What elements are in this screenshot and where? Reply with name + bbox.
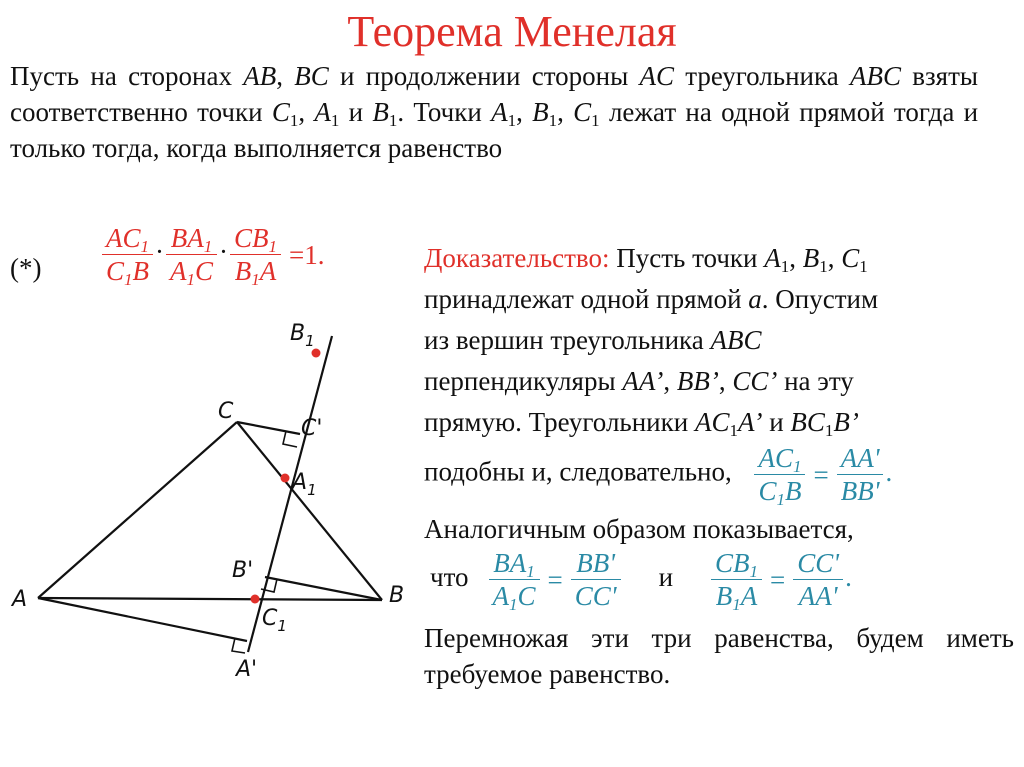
side-ac <box>38 422 237 598</box>
label-c1: $C_1$ <box>262 606 287 635</box>
label-a: A <box>12 587 28 612</box>
label-a1: $A_1$ <box>292 470 317 499</box>
label-c: C <box>218 399 234 424</box>
ratio-equation-3: $\frac{CB_1}{B_1A}$ = $\frac{CC'}{AA'}$ . <box>709 562 852 592</box>
page-title: Теорема Менелая <box>347 7 677 56</box>
point-c1 <box>251 595 260 604</box>
ratio-equation-1: $\frac{AC_1}{C_1B}$ = $\frac{AA'}{BB'}$ . <box>752 457 892 487</box>
proof-heading: Доказательство: <box>424 243 610 273</box>
formula-label: (*) <box>10 253 42 283</box>
fraction-ac1-c1b: $\frac{AC_1}{C_1B}$ <box>102 222 153 287</box>
label-bprime: B' <box>232 558 254 583</box>
perp-aa <box>38 598 247 641</box>
proof: Доказательство: Пусть точки $A_1$, $B_1$, $C_1$ принадлежат одной прямой a. Опустим из вершин треугольника ABC перпендикуляры AA’, BB’, CC’ на эту прямую. Треугольники $AC_1A$’ и $BC_1B$’ подобны и, следовательно, $\frac{AC_1}{C_1B}$ = $\frac{AA'}{BB'}$ . Аналогичным образом показывается, что $\frac{BA_1}{A_1C}$ = $\frac{BB'}{CC'}$ и $\frac{CB_1}{B_1A}$ = $\frac{CC'}{AA'}$ . Перемножая эти три равенства, будем иметь требуемое равенство. <box>424 240 1014 692</box>
points <box>251 349 321 604</box>
side-bc <box>237 422 382 600</box>
label-cprime: C' <box>301 416 323 441</box>
point-a1 <box>281 474 290 483</box>
fraction-ba1-a1c: $\frac{BA_1}{A_1C}$ <box>166 222 217 287</box>
menelaus-formula: $\frac{AC_1}{C_1B}$ · $\frac{BA_1}{A_1C}$ · $\frac{CB_1}{B_1A}$ =1. <box>100 222 331 287</box>
proof-conclusion: Перемножая эти три равенства, будем иметь требуемое равенство. <box>424 623 1014 689</box>
side-ab <box>38 598 382 600</box>
theorem-statement: Пусть на сторонах AB, BC и продолжении стороны AC треугольника ABC взяты соответственно точки $C_1$, $A_1$ и $B_1$. Точки $A_1$, $B_1$, $C_1$ лежат на одной прямой тогда и только тогда, когда выполняется равенство <box>10 61 979 163</box>
label-b1: $B_1$ <box>290 321 315 350</box>
perp-bb <box>265 577 382 600</box>
right-angle-b <box>261 579 277 592</box>
label-aprime: A' <box>236 657 258 682</box>
menelaus-figure <box>0 315 405 715</box>
ratio-equation-2: $\frac{BA_1}{A_1C}$ = $\frac{BB'}{CC'}$ <box>487 562 623 592</box>
label-b: B <box>389 583 405 608</box>
secant-line <box>248 336 332 652</box>
fraction-cb1-b1a: $\frac{CB_1}{B_1A}$ <box>230 222 281 287</box>
